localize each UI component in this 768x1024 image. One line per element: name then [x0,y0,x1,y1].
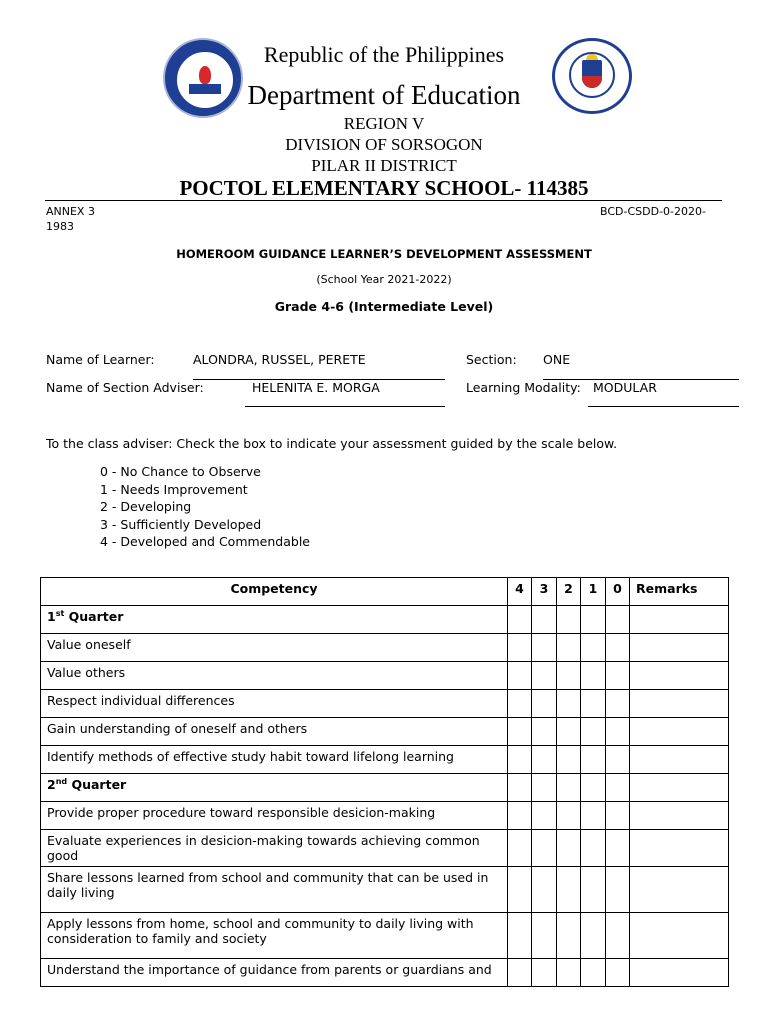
quarter-2-label [41,774,508,802]
checkbox-cell[interactable] [557,802,581,830]
checkbox-cell[interactable] [606,774,630,802]
checkbox-cell[interactable] [557,867,581,913]
checkbox-cell[interactable] [532,867,557,913]
checkbox-cell[interactable] [557,662,581,690]
republic-heading: Republic of the Philippines [263,42,505,67]
header-score-1: 1 [581,578,606,606]
checkbox-cell[interactable] [508,802,532,830]
checkbox-cell[interactable] [508,634,532,662]
quarter-1-label [41,606,508,634]
quarter-row [41,606,729,634]
remarks-cell[interactable] [630,830,729,867]
checkbox-cell[interactable] [532,913,557,959]
form-title: HOMEROOM GUIDANCE LEARNER’S DEVELOPMENT ASSESSMENT [176,247,592,261]
checkbox-cell[interactable] [508,746,532,774]
table-row [41,959,729,987]
checkbox-cell[interactable] [557,959,581,987]
adviser-underline [245,406,445,407]
checkbox-cell[interactable] [532,634,557,662]
remarks-cell[interactable] [630,867,729,913]
remarks-cell[interactable] [630,718,729,746]
table-row [41,662,729,690]
remarks-cell[interactable] [630,606,729,634]
adviser-label: Name of Section Adviser: [46,380,204,395]
checkbox-cell[interactable] [557,913,581,959]
checkbox-cell[interactable] [557,690,581,718]
header-competency: Competency [41,578,508,606]
checkbox-cell[interactable] [581,959,606,987]
department-heading: Department of Education [247,80,521,110]
checkbox-cell[interactable] [557,746,581,774]
checkbox-cell[interactable] [532,606,557,634]
school-heading: POCTOL ELEMENTARY SCHOOL- 114385 [179,176,589,200]
scale-item: 2 - Developing [100,499,192,515]
checkbox-cell[interactable] [606,634,630,662]
checkbox-cell[interactable] [581,913,606,959]
remarks-cell[interactable] [630,634,729,662]
competency-cell: Evaluate experiences in desicion-making towards achieving common good [41,830,508,867]
scale-item: 0 - No Chance to Observe [100,464,261,479]
learner-value: ALONDRA, RUSSEL, PERETE [193,352,366,367]
checkbox-cell[interactable] [532,662,557,690]
quarter-row [41,774,729,802]
checkbox-cell[interactable] [508,718,532,746]
annex-code: BCD-CSDD-0-2020- [600,205,706,218]
competency-cell: Provide proper procedure toward responsible desicion-making [41,802,508,830]
checkbox-cell[interactable] [508,690,532,718]
checkbox-cell[interactable] [557,774,581,802]
quarter-number: 1 [47,609,56,625]
table-row [41,690,729,718]
learner-label: Name of Learner: [46,352,155,367]
checkbox-cell[interactable] [581,634,606,662]
checkbox-cell[interactable] [581,718,606,746]
checkbox-cell[interactable] [581,606,606,634]
table-header-row [41,578,729,606]
checkbox-cell[interactable] [508,959,532,987]
header-divider [45,200,722,201]
quarter-number: 2 [47,777,56,793]
checkbox-cell[interactable] [606,959,630,987]
checkbox-cell[interactable] [606,746,630,774]
competency-cell: Respect individual differences [41,690,508,718]
adviser-value: HELENITA E. MORGA [252,380,380,395]
instructions-text: To the class adviser: Check the box to indicate your assessment guided by the scale below. [46,436,618,451]
modality-value: MODULAR [593,380,657,395]
annex-label: ANNEX 3 [46,205,95,218]
grade-level: Grade 4-6 (Intermediate Level) [274,299,494,314]
checkbox-cell[interactable] [532,718,557,746]
checkbox-cell[interactable] [557,718,581,746]
remarks-cell[interactable] [630,802,729,830]
checkbox-cell[interactable] [606,718,630,746]
competency-cell: Apply lessons from home, school and community to daily living with consideration to family and society [41,913,508,959]
checkbox-cell[interactable] [606,802,630,830]
checkbox-cell[interactable] [532,802,557,830]
section-value: ONE [543,352,571,367]
modality-underline [588,406,739,407]
competency-cell: Understand the importance of guidance from parents or guardians and [41,959,508,987]
header-score-2: 2 [557,578,581,606]
section-label: Section: [466,352,517,367]
table-row [41,867,729,913]
table-row [41,718,729,746]
scale-item: 3 - Sufficiently Developed [100,516,262,532]
scale-item: 4 - Developed and Commendable [100,534,310,550]
remarks-cell[interactable] [630,662,729,690]
checkbox-cell[interactable] [606,662,630,690]
checkbox-cell[interactable] [557,606,581,634]
checkbox-cell[interactable] [557,634,581,662]
remarks-cell[interactable] [630,959,729,987]
header-score-4: 4 [508,578,532,606]
table-row [41,830,729,867]
header-score-0: 0 [606,578,630,606]
table-row [41,913,729,959]
checkbox-cell[interactable] [581,802,606,830]
checkbox-cell[interactable] [532,959,557,987]
region-heading: REGION V [343,114,425,133]
checkbox-cell[interactable] [557,830,581,867]
checkbox-cell[interactable] [508,774,532,802]
checkbox-cell[interactable] [581,867,606,913]
checkbox-cell[interactable] [581,830,606,867]
checkbox-cell[interactable] [606,690,630,718]
remarks-cell[interactable] [630,913,729,959]
checkbox-cell[interactable] [581,774,606,802]
header-score-3: 3 [532,578,557,606]
table-row [41,634,729,662]
checkbox-cell[interactable] [581,690,606,718]
modality-label: Learning Modality: [466,380,581,395]
checkbox-cell[interactable] [532,830,557,867]
checkbox-cell[interactable] [606,913,630,959]
school-year: (School Year 2021-2022) [316,273,452,286]
remarks-cell[interactable] [630,774,729,802]
scale-list [100,463,310,551]
checkbox-cell[interactable] [508,606,532,634]
competency-table [40,577,729,987]
checkbox-cell[interactable] [532,690,557,718]
remarks-cell[interactable] [630,690,729,718]
table-row [41,802,729,830]
scale-item: 1 - Needs Improvement [100,481,248,497]
competency-cell: Share lessons learned from school and community that can be used in daily living [41,867,508,913]
table-row [41,746,729,774]
remarks-cell[interactable] [630,746,729,774]
division-heading: DIVISION OF SORSOGON [285,135,483,154]
checkbox-cell[interactable] [508,830,532,867]
checkbox-cell[interactable] [508,913,532,959]
competency-cell: Value others [41,662,508,690]
checkbox-cell[interactable] [508,867,532,913]
district-heading: PILAR II DISTRICT [311,156,457,175]
checkbox-cell[interactable] [581,746,606,774]
quarter-word: Quarter [64,609,124,625]
checkbox-cell[interactable] [532,746,557,774]
annex-code-continued: 1983 [46,220,74,233]
competency-cell: Gain understanding of oneself and others [41,718,508,746]
checkbox-cell[interactable] [606,830,630,867]
competency-cell: Value oneself [41,634,508,662]
checkbox-cell[interactable] [606,606,630,634]
quarter-ordinal: st [55,609,65,618]
checkbox-cell[interactable] [606,867,630,913]
competency-cell: Identify methods of effective study habit toward lifelong learning [41,746,508,774]
quarter-word: Quarter [67,777,127,793]
checkbox-cell[interactable] [508,662,532,690]
checkbox-cell[interactable] [581,662,606,690]
quarter-ordinal: nd [55,777,68,786]
header-remarks: Remarks [630,578,729,606]
checkbox-cell[interactable] [532,774,557,802]
